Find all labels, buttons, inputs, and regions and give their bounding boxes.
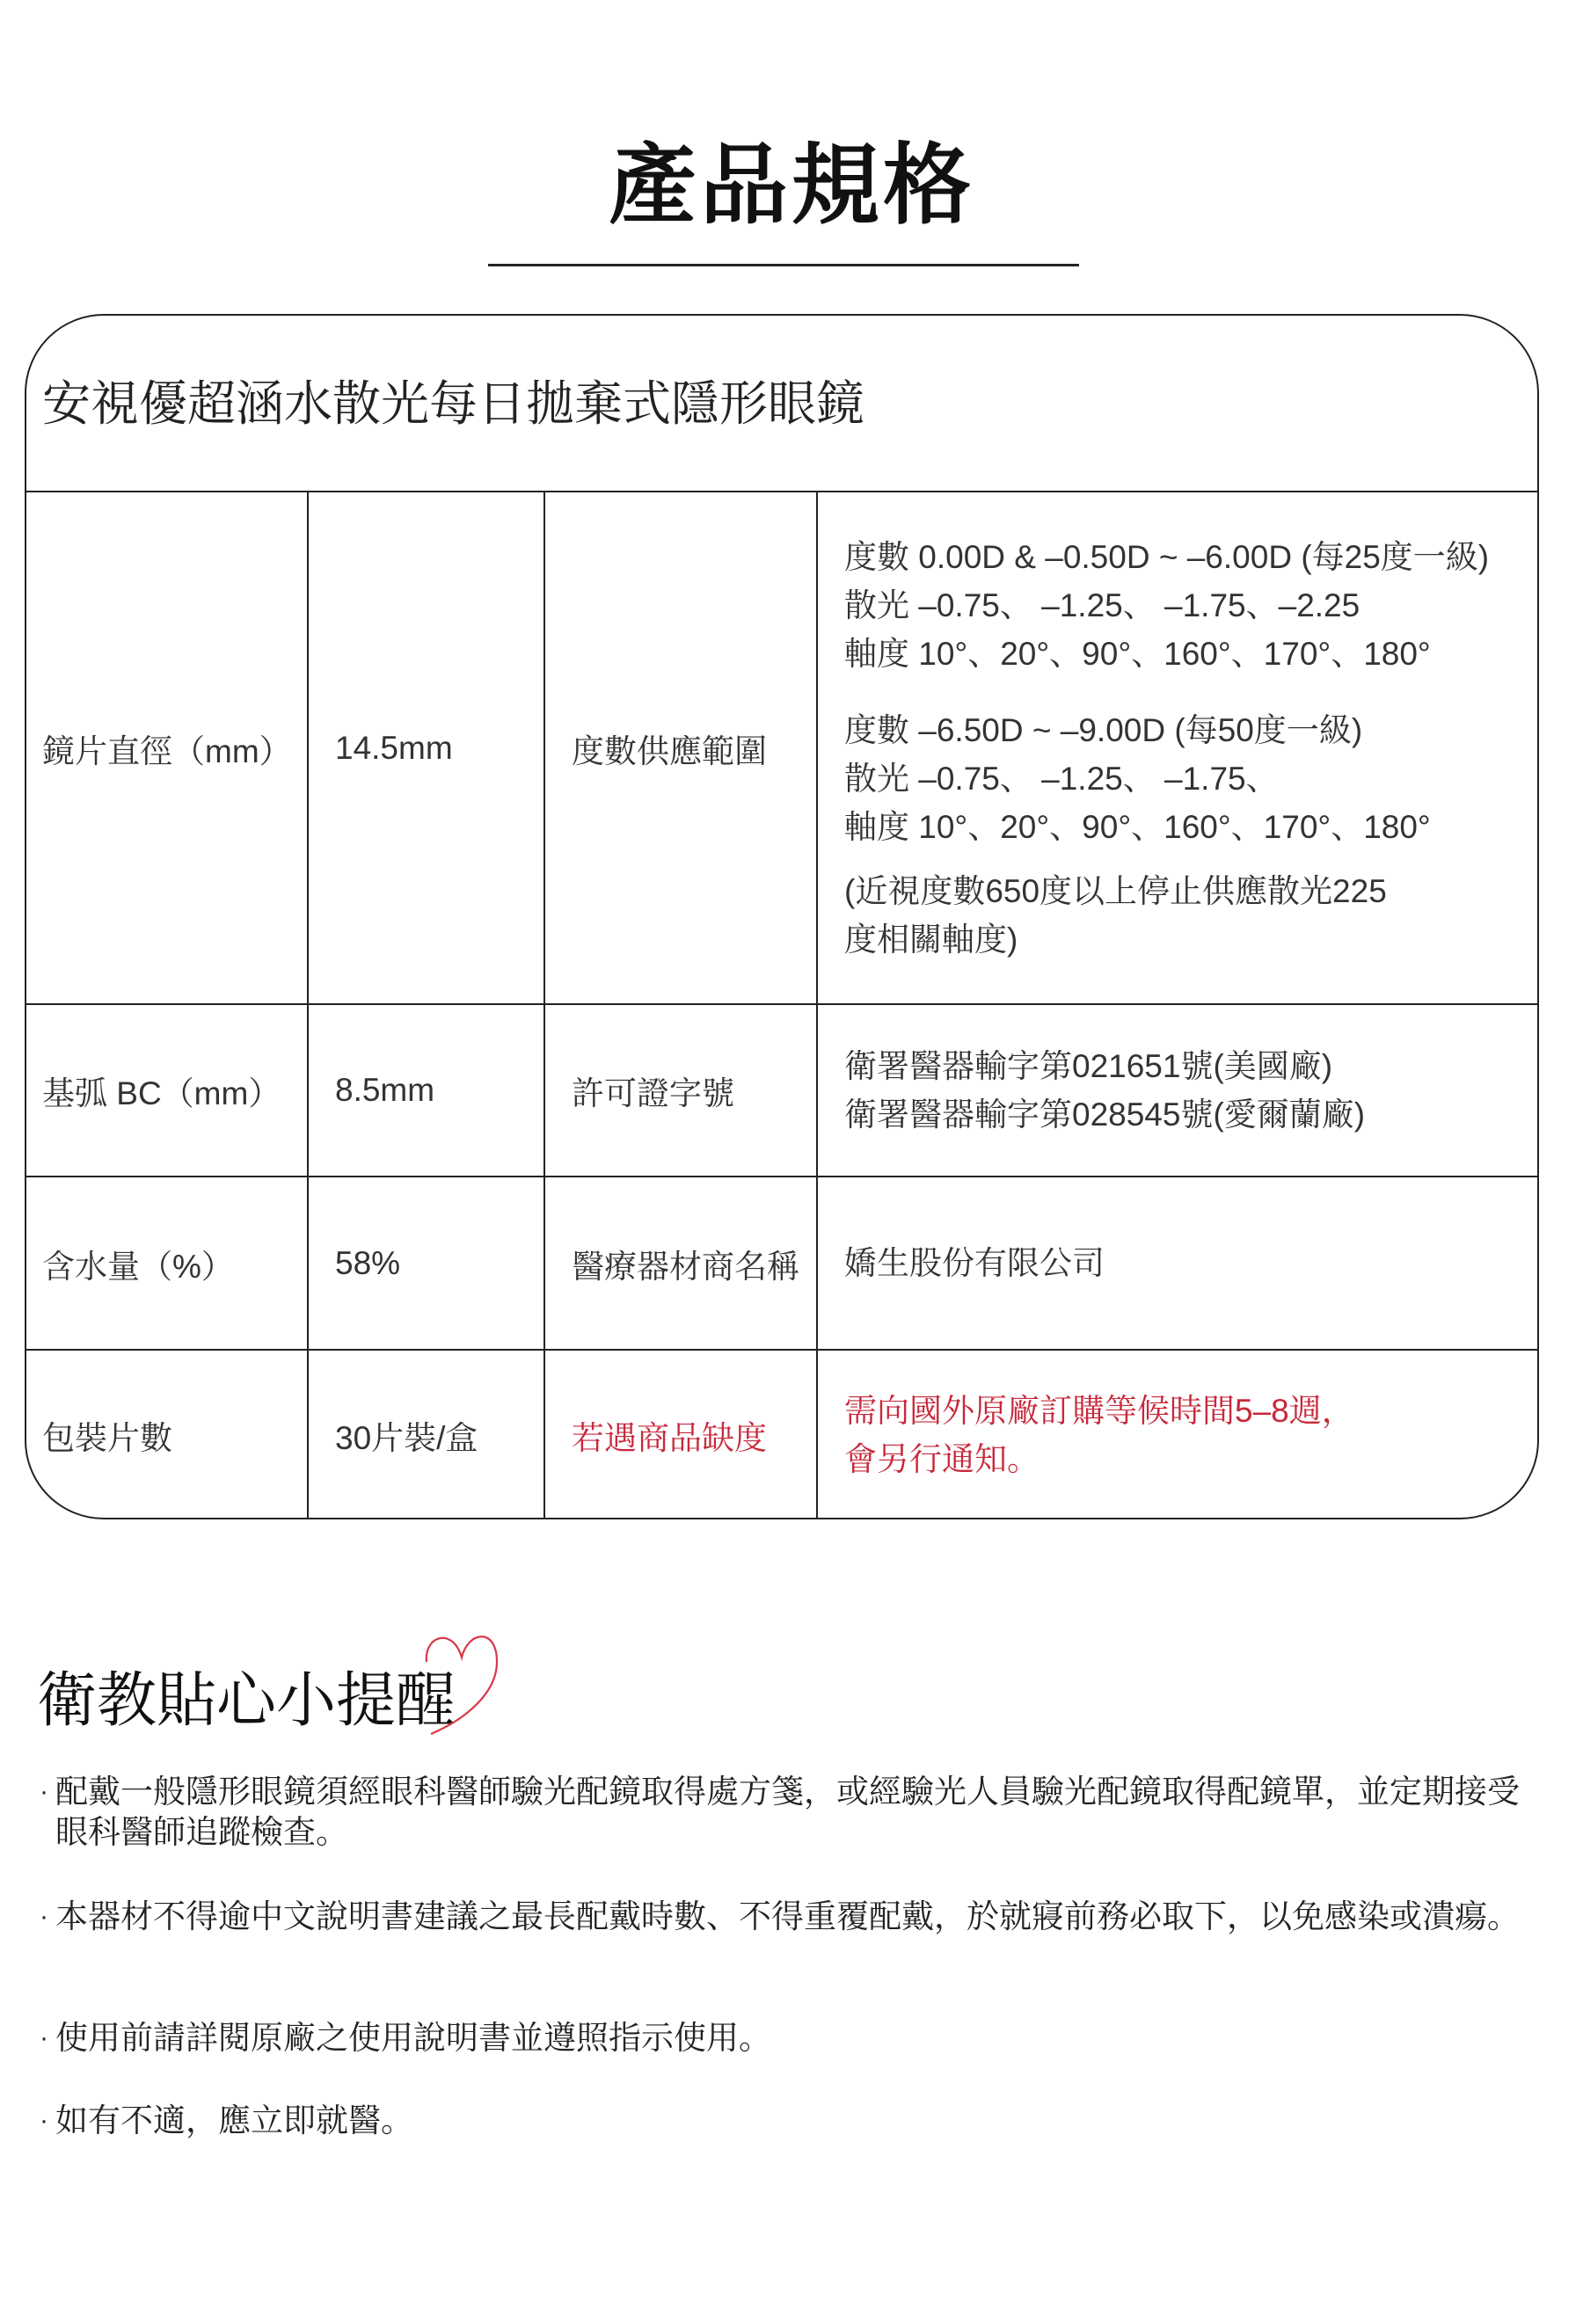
reminder-item: · 如有不適，應立即就醫。 bbox=[40, 2101, 1535, 2141]
spec-label: 許可證字號 bbox=[544, 1004, 817, 1177]
spec-label: 鏡片直徑（mm） bbox=[42, 732, 292, 769]
detail-line: 度數 0.00D & –0.50D ~ –6.00D (每25度一級) bbox=[844, 538, 1490, 575]
spec-value: 8.5mm bbox=[308, 1004, 544, 1177]
table-row bbox=[26, 1177, 1537, 1350]
spec-label: 醫療器材商名稱 bbox=[544, 1177, 817, 1350]
reminder-item: · 本器材不得逾中文說明書建議之最長配戴時數、不得重覆配戴，於就寢前務必取下，以免感染或潰瘍。 bbox=[40, 1897, 1535, 1937]
spec-label-warning: 若遇商品缺度 bbox=[544, 1350, 817, 1519]
detail-line: 會另行通知。 bbox=[844, 1441, 1040, 1477]
bullet: · bbox=[40, 2106, 48, 2135]
spec-label: 包裝片數 bbox=[26, 1350, 308, 1519]
detail-line: 衛署醫器輸字第021651號(美國廠) bbox=[844, 1048, 1333, 1084]
reminder-item: · 使用前請詳閱原廠之使用說明書並遵照指示使用。 bbox=[40, 2018, 1535, 2058]
detail-note: (近視度數650度以上停止供應散光225 bbox=[844, 872, 1387, 909]
heart-outline-icon bbox=[413, 1627, 554, 1741]
detail-line: 嬌生股份有限公司 bbox=[844, 1245, 1105, 1281]
spec-label: 含水量（%） bbox=[26, 1177, 308, 1350]
detail-line: 需向國外原廠訂購等候時間5–8週， bbox=[844, 1393, 1354, 1429]
out-of-stock-detail bbox=[817, 1350, 1537, 1519]
power-range-detail bbox=[817, 492, 1537, 1004]
bullet: · bbox=[40, 1902, 48, 1931]
table-row bbox=[26, 1004, 1537, 1177]
spec-label: 基弧 BC（mm） bbox=[26, 1004, 308, 1177]
product-name: 安視優超涵水散光每日拋棄式隱形眼鏡 bbox=[26, 316, 1537, 492]
spec-label: 度數供應範圍 bbox=[544, 492, 817, 1004]
bullet: · bbox=[40, 2023, 48, 2052]
license-detail bbox=[817, 1004, 1537, 1177]
title-underline bbox=[488, 264, 1079, 266]
detail-line: 散光 –0.75、 –1.25、 –1.75、–2.25 bbox=[844, 586, 1361, 623]
table-row bbox=[26, 1350, 1537, 1519]
reminder-item: · 配戴一般隱形眼鏡須經眼科醫師驗光配鏡取得處方箋，或經驗光人員驗光配鏡取得配鏡單，並定期接受眼科醫師追蹤檢查。 bbox=[40, 1774, 1520, 1850]
spec-table bbox=[25, 314, 1539, 1519]
detail-line: 散光 –0.75、 –1.25、 –1.75、 bbox=[844, 760, 1279, 797]
spec-value: 58% bbox=[308, 1177, 544, 1350]
reminder-heading: 衛教貼心小提醒 bbox=[37, 1667, 456, 1734]
spec-value: 30片裝/盒 bbox=[308, 1350, 544, 1519]
spec-value: 14.5mm bbox=[308, 492, 544, 1004]
detail-line: 軸度 10°、20°、90°、160°、170°、180° bbox=[844, 635, 1431, 672]
detail-line: 軸度 10°、20°、90°、160°、170°、180° bbox=[844, 808, 1431, 845]
page-title: 產品規格 bbox=[609, 136, 974, 235]
detail-line: 度數 –6.50D ~ –9.00D (每50度一級) bbox=[844, 711, 1363, 748]
vendor-detail bbox=[817, 1177, 1537, 1350]
detail-note: 度相關軸度) bbox=[844, 921, 1018, 958]
detail-line: 衛署醫器輸字第028545號(愛爾蘭廠) bbox=[844, 1096, 1366, 1133]
table-row bbox=[26, 492, 1537, 1004]
bullet: · bbox=[40, 1777, 48, 1806]
